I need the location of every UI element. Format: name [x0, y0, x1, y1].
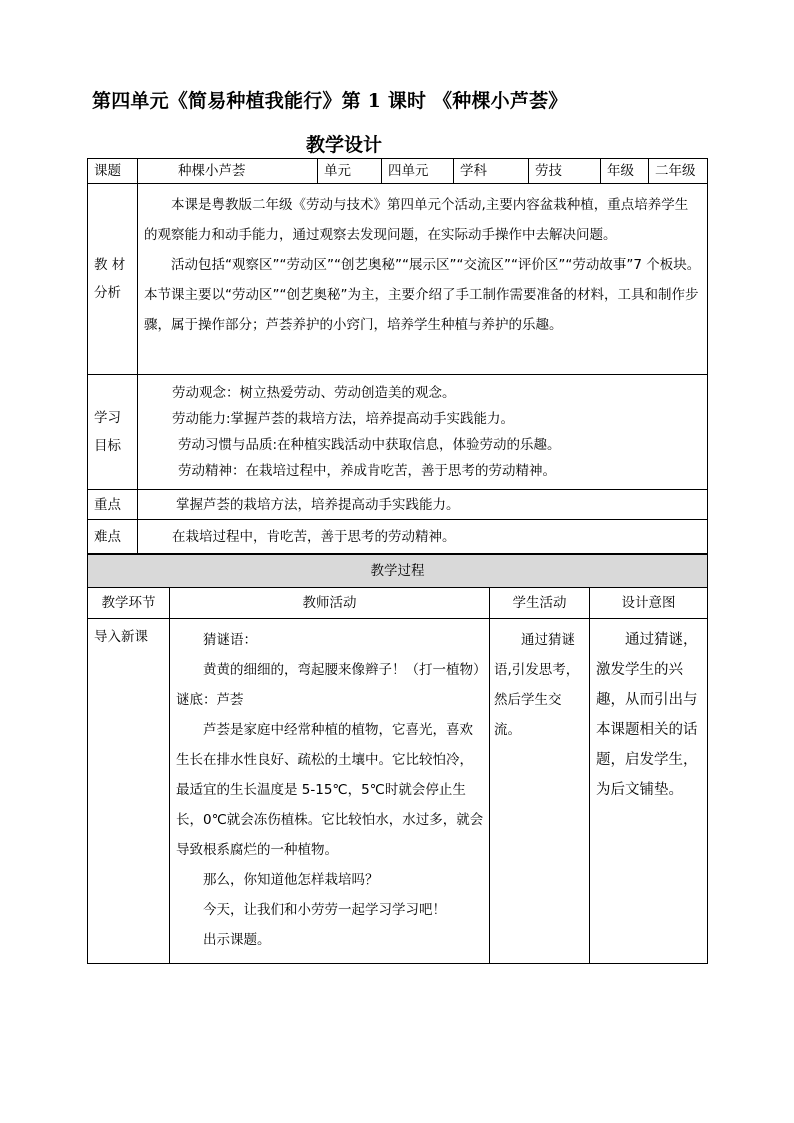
teacher-activity-line: 谜底：芦荟 — [176, 692, 244, 708]
objectives-label — [88, 375, 138, 490]
design-intent-text: 通过猜谜，激发学生的兴趣，从而引出与本课题相关的话题，启发学生，为后文铺垫。 — [596, 632, 698, 798]
key-point-label: 重点 — [88, 490, 138, 520]
student-activity-cell — [490, 619, 590, 964]
objective-item: 劳动观念：树立热爱劳动、劳动创造美的观念。 — [172, 385, 456, 401]
key-point-text: 掌握芦荟的栽培方法，培养提高动手实践能力。 — [138, 490, 708, 520]
teaching-process-table — [87, 554, 708, 964]
objective-item: 劳动习惯与品质:在种植实践活动中获取信息，体验劳动的乐趣。 — [178, 437, 561, 453]
process-header: 教学过程 — [88, 555, 708, 588]
grade-label: 年级 — [601, 159, 649, 184]
subject-value: 劳技 — [529, 159, 601, 184]
grade-value: 二年级 — [649, 159, 708, 184]
design-intent-cell — [590, 619, 708, 964]
teacher-activity-line: 那么，你知道他怎样栽培吗？ — [203, 872, 379, 888]
analysis-label — [88, 184, 138, 375]
subject-label: 学科 — [454, 159, 529, 184]
objectives-label-line2: 目标 — [94, 438, 121, 454]
stage-cell: 导入新课 — [88, 619, 170, 964]
teacher-activity-line: 芦荟是家庭中经常种植的植物，它喜光，喜欢生长在排水性良好、疏松的土壤中。它比较怕冷，最适宜的生长温度是 5-15℃，5℃时就会停止生长，0℃就会冻伤植株。它比较怕水，水过多，就会导致根系腐烂的一种植物。 — [176, 722, 484, 858]
analysis-content — [138, 184, 708, 375]
objectives-label-line1: 学习 — [94, 410, 121, 426]
objective-item: 劳动能力:掌握芦荟的栽培方法，培养提高动手实践能力。 — [172, 411, 515, 427]
column-header-stage: 教学环节 — [88, 588, 170, 619]
column-header-teacher: 教师活动 — [170, 588, 490, 619]
teacher-activity-line: 今天，让我们和小劳劳一起学习学习吧！ — [203, 902, 446, 918]
teacher-activity-line: 出示课题。 — [203, 932, 271, 948]
analysis-label-line2: 分析 — [94, 285, 121, 301]
objectives-content — [138, 375, 708, 490]
objective-item: 劳动精神：在栽培过程中，养成肯吃苦，善于思考的劳动精神。 — [178, 463, 556, 479]
analysis-paragraph-1: 本课是粤教版二年级《劳动与技术》第四单元个活动,主要内容盆栽种植，重点培养学生的观察能力和动手能力，通过观察去发现问题，在实际动手操作中去解决问题。 — [144, 197, 689, 243]
topic-label: 课题 — [88, 159, 138, 184]
column-header-student: 学生活动 — [490, 588, 590, 619]
document-subtitle: 教学设计 — [306, 134, 383, 156]
teacher-activity-line: 黄黄的细细的，弯起腰来像辫子！（打一植物） — [203, 662, 487, 678]
analysis-paragraph-2: 活动包括“观察区”“劳动区”“创艺奥秘”“展示区”“交流区”“评价区”“劳动故事”7 个板块。本节课主要以“劳动区”“创艺奥秘”为主，主要介绍了手工制作需要准备的材料，工具和制作步骤，属于操作部分；芦荟养护的小窍门，培养学生种植与养护的乐趣。 — [144, 257, 701, 333]
unit-label: 单元 — [318, 159, 382, 184]
unit-value: 四单元 — [382, 159, 454, 184]
teacher-activity-cell — [170, 619, 490, 964]
lesson-info-table — [87, 158, 708, 554]
student-activity-text: 通过猜谜语,引发思考，然后学生交流。 — [494, 632, 580, 738]
teacher-activity-line: 猜谜语： — [203, 632, 257, 648]
document-title: 第四单元《简易种植我能行》第 1 课时 《种棵小芦荟》 — [92, 90, 568, 112]
analysis-label-line1: 教 材 — [94, 257, 126, 273]
difficulty-label: 难点 — [88, 520, 138, 554]
topic-value: 种棵小芦荟 — [138, 159, 318, 184]
column-header-intent: 设计意图 — [590, 588, 708, 619]
difficulty-text: 在栽培过程中，肯吃苦，善于思考的劳动精神。 — [138, 520, 708, 554]
